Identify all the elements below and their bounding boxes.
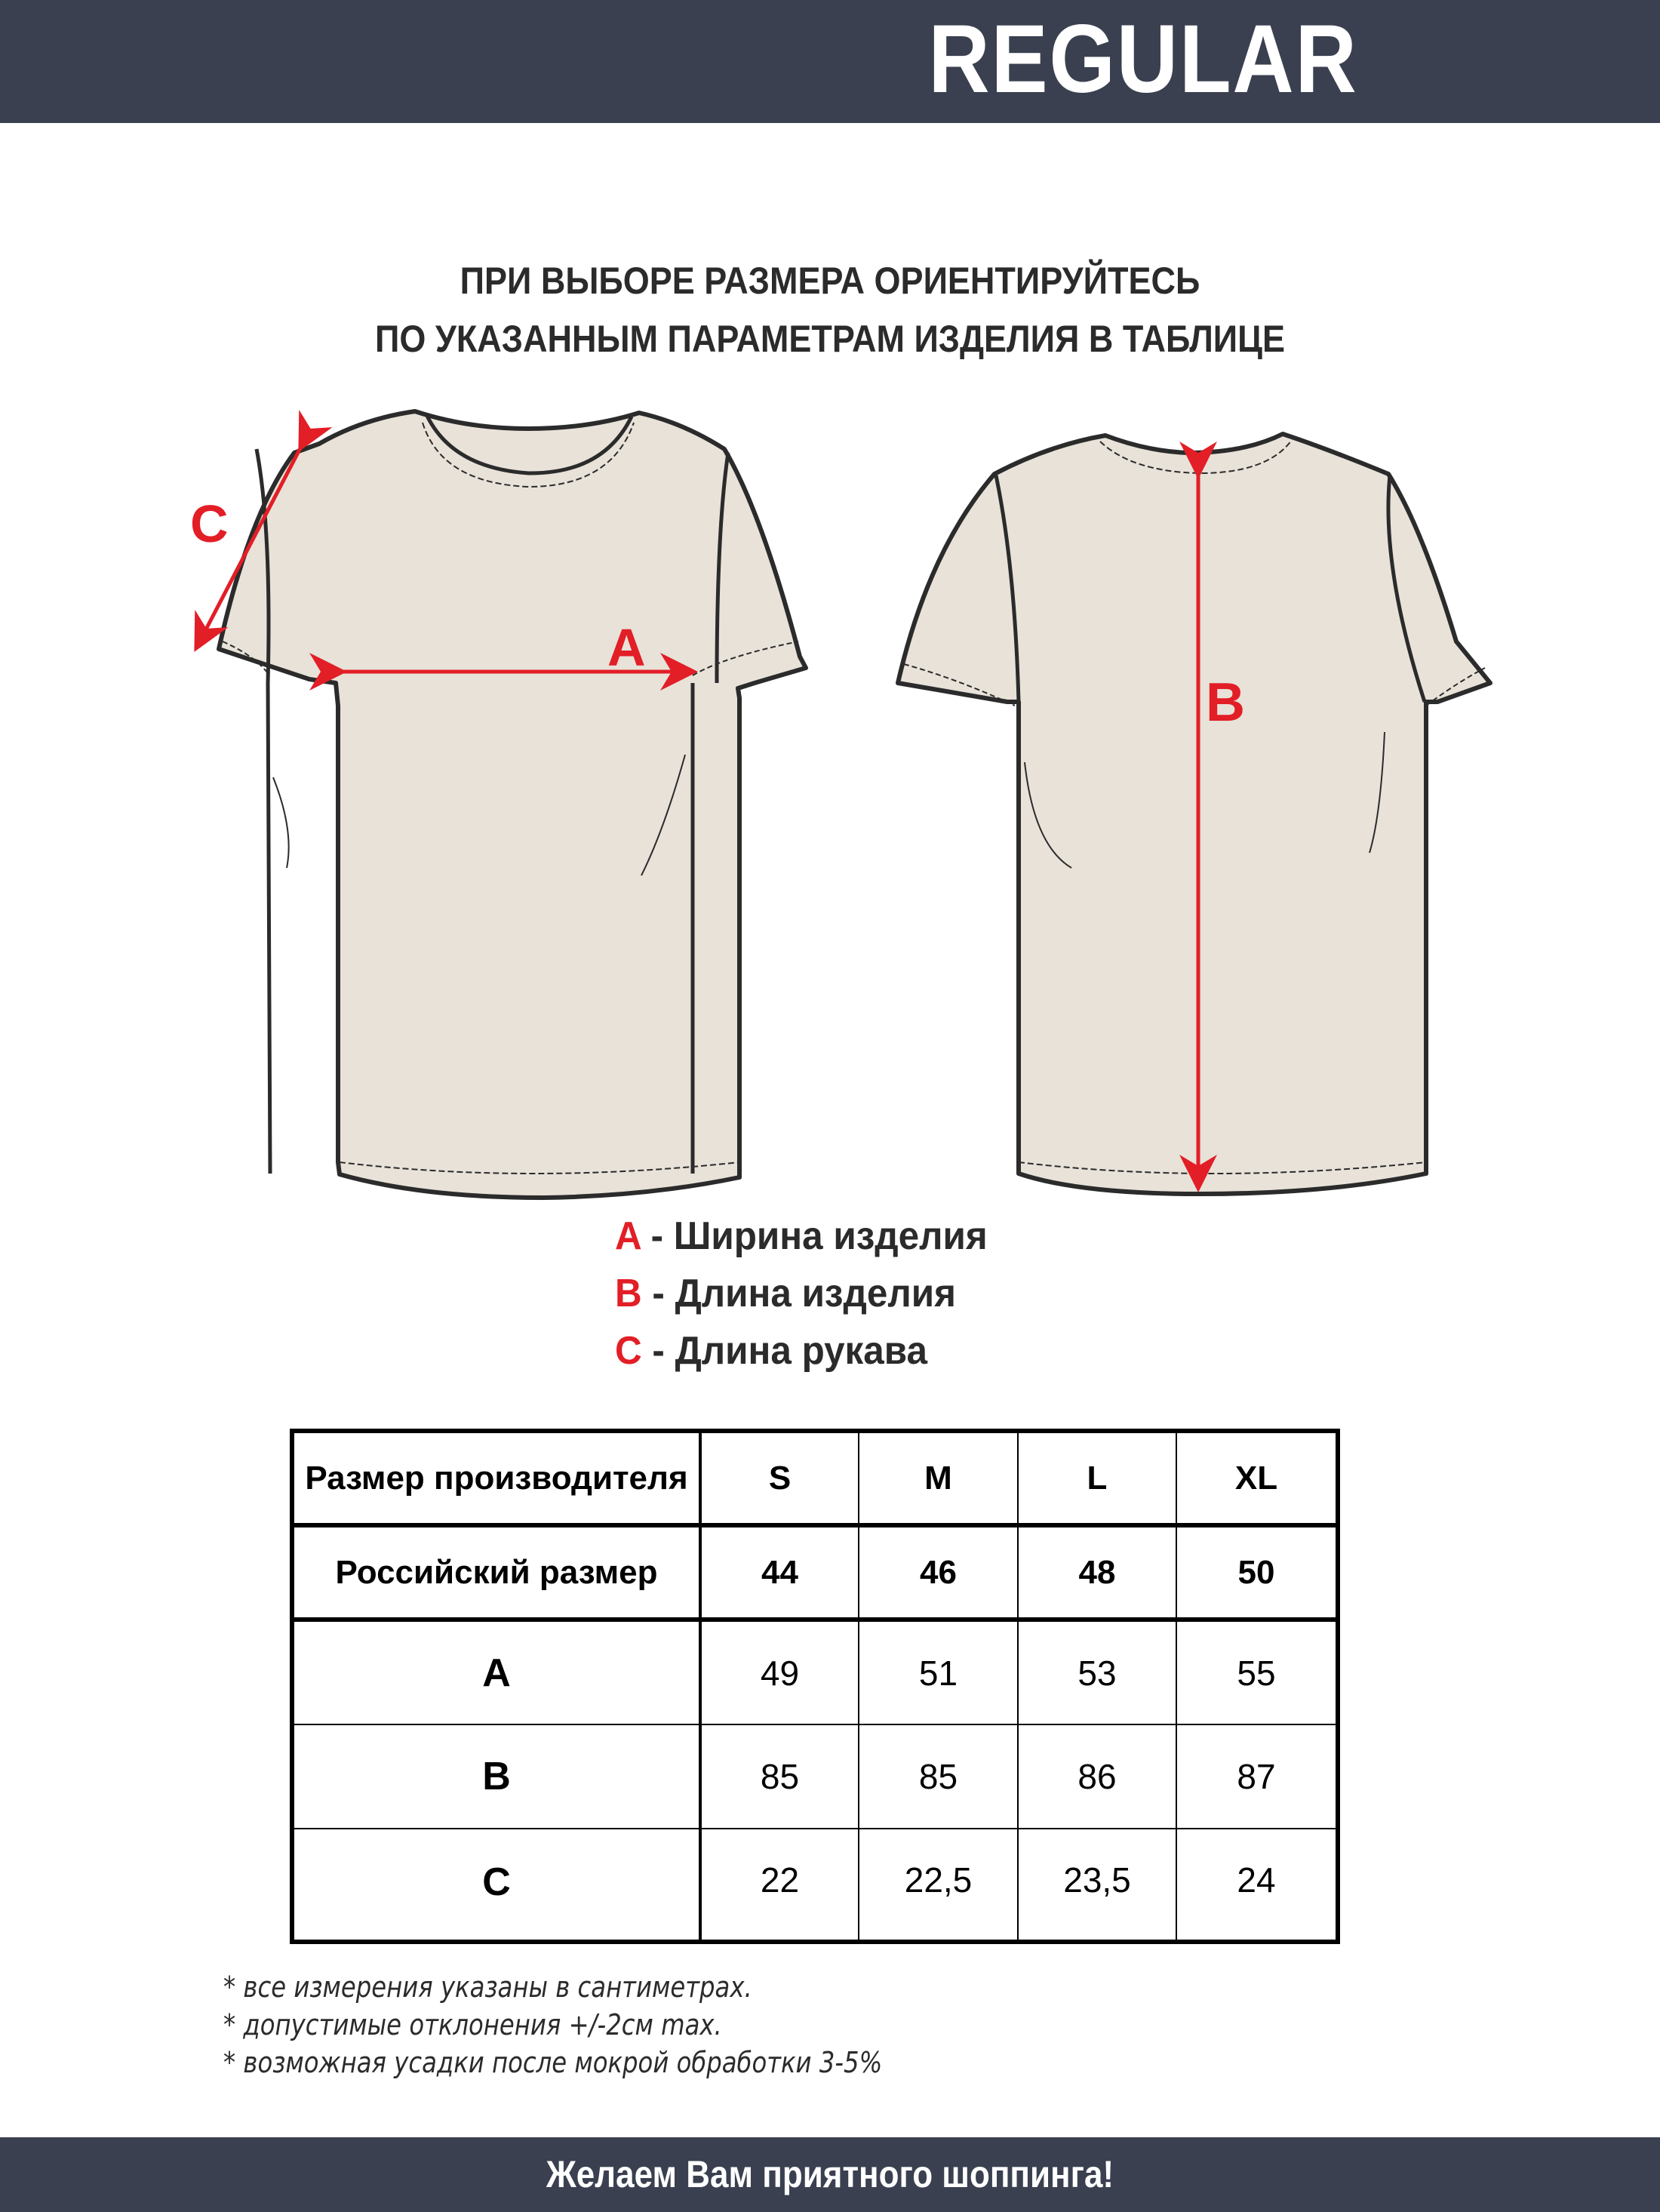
- legend-item-c: [615, 1322, 988, 1380]
- table-row: [292, 1829, 1338, 1942]
- label-a: A: [607, 618, 646, 677]
- footer-bar: [0, 2137, 1660, 2212]
- table-row: [292, 1620, 1338, 1724]
- table-cell: 87: [1176, 1724, 1338, 1829]
- table-cell: 50: [1176, 1525, 1338, 1620]
- label-c: C: [190, 494, 229, 553]
- footnotes: [223, 1968, 998, 2081]
- measurement-legend: [615, 1208, 1007, 1380]
- front-tshirt-icon: [219, 411, 806, 1198]
- table-cell: 23,5: [1018, 1829, 1176, 1942]
- table-cell: 53: [1018, 1620, 1176, 1724]
- table-cell: 85: [859, 1724, 1018, 1829]
- legend-letter: B: [615, 1272, 642, 1315]
- tshirt-illustration: [0, 377, 1660, 1208]
- table-cell: 55: [1176, 1620, 1338, 1724]
- footer-message: Желаем Вам приятного шоппинга!: [546, 2153, 1114, 2195]
- fit-title: REGULAR FIT: [928, 5, 1358, 211]
- legend-item-a: [615, 1208, 988, 1265]
- header-bar: [0, 0, 1660, 211]
- table-cell: S: [700, 1431, 859, 1525]
- table-cell: 46: [859, 1525, 1018, 1620]
- footnote: * возможная усадки после мокрой обработки 3-5%: [223, 2046, 883, 2079]
- table-cell: 22,5: [859, 1829, 1018, 1942]
- legend-text: - Ширина изделия: [640, 1214, 988, 1258]
- table-cell: A: [292, 1620, 700, 1724]
- table-cell: 85: [700, 1724, 859, 1829]
- table-cell: XL: [1176, 1431, 1338, 1525]
- label-b: B: [1206, 672, 1245, 733]
- table-cell: 22: [700, 1829, 859, 1942]
- legend-text: - Длина рукава: [641, 1329, 927, 1373]
- table-cell: B: [292, 1724, 700, 1829]
- table-header-row: [292, 1431, 1338, 1525]
- footnote: * все измерения указаны в сантиметрах.: [223, 1970, 752, 2004]
- table-cell: M: [859, 1431, 1018, 1525]
- table-cell: C: [292, 1829, 700, 1942]
- instruction-line-1: ПРИ ВЫБОРЕ РАЗМЕРА ОРИЕНТИРУЙТЕСЬ: [460, 260, 1200, 302]
- table-cell: 48: [1018, 1525, 1176, 1620]
- footnote: * допустимые отклонения +/-2см max.: [223, 2008, 722, 2041]
- table-cell: 44: [700, 1525, 859, 1620]
- table-cell: 24: [1176, 1829, 1338, 1942]
- legend-letter: A: [615, 1214, 641, 1258]
- table-cell: Размер производителя: [292, 1431, 700, 1525]
- size-table: [290, 1429, 1340, 1944]
- legend-text: - Длина изделия: [641, 1272, 956, 1315]
- legend-item-b: [615, 1265, 988, 1322]
- table-cell: 49: [700, 1620, 859, 1724]
- table-cell: Российский размер: [292, 1525, 700, 1620]
- instruction-line-2: ПО УКАЗАННЫМ ПАРАМЕТРАМ ИЗДЕЛИЯ В ТАБЛИЦЕ: [374, 318, 1285, 360]
- table-row: [292, 1724, 1338, 1829]
- legend-letter: C: [615, 1329, 642, 1373]
- table-cell: 51: [859, 1620, 1018, 1724]
- table-row: [292, 1525, 1338, 1620]
- back-tshirt-icon: [898, 434, 1490, 1194]
- table-cell: L: [1018, 1431, 1176, 1525]
- table-cell: 86: [1018, 1724, 1176, 1829]
